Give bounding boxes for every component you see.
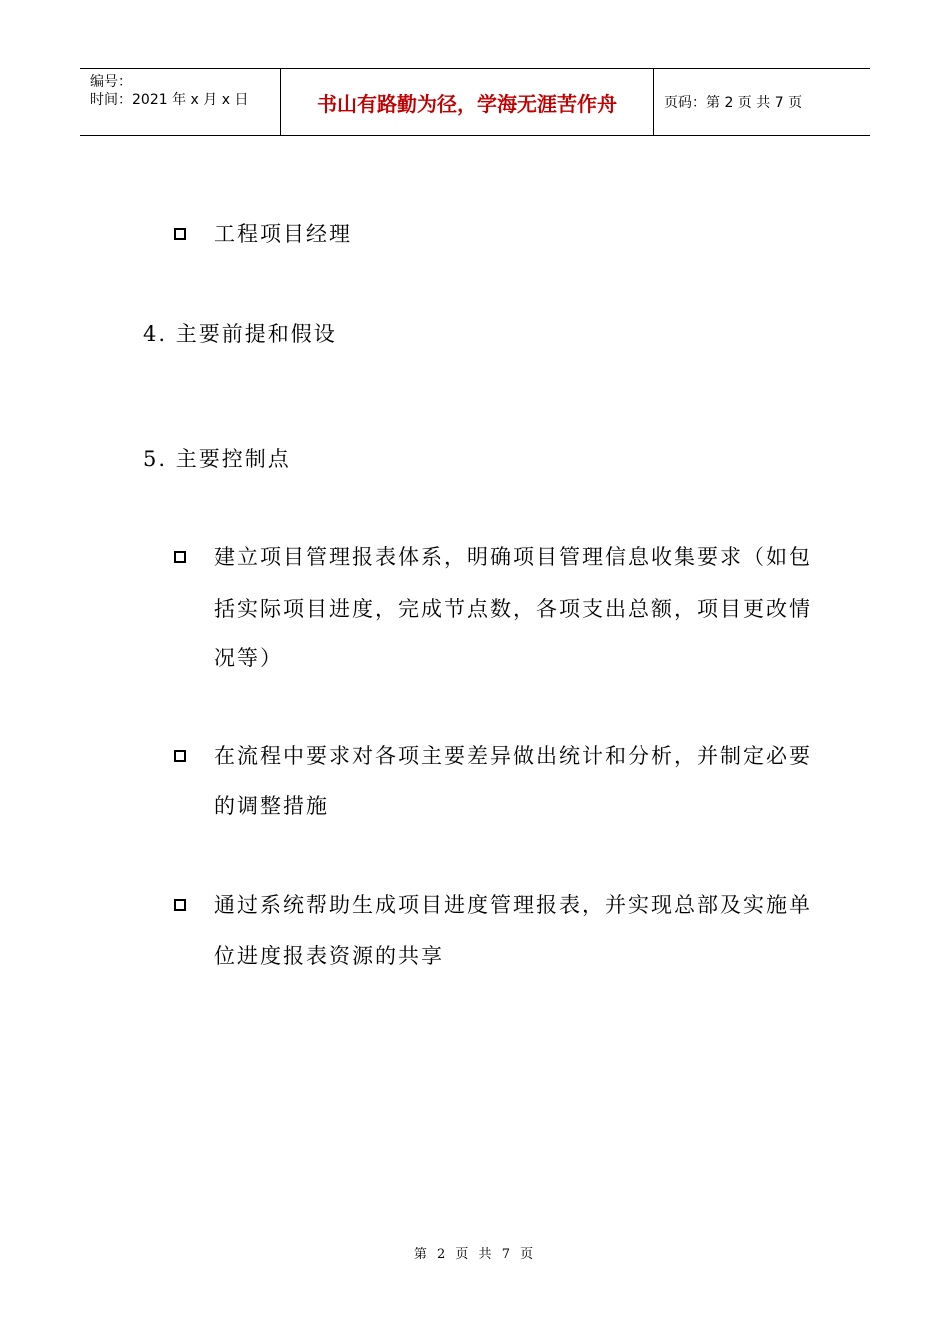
header-motto-cell — [281, 69, 654, 135]
date-line: 时间：2021 年 x 月 x 日 — [90, 92, 249, 108]
page-footer: 第 2 页 共 7 页 — [413, 1247, 537, 1262]
bullet2-line2: 的调整措施 — [214, 794, 329, 818]
bullet1-line2: 括实际项目进度，完成节点数，各项支出总额，项目更改情 — [214, 597, 812, 621]
section-heading-control-points: 5. 主要控制点 — [143, 447, 291, 471]
page-header — [80, 68, 870, 136]
section-heading-assumptions: 4. 主要前提和假设 — [143, 322, 337, 346]
checkbox-icon — [174, 899, 186, 911]
header-page-info: 页码：第 2 页 共 7 页 — [664, 95, 803, 111]
checkbox-icon — [174, 750, 186, 762]
bullet3-line2: 位进度报表资源的共享 — [214, 944, 444, 968]
header-page-cell — [654, 69, 870, 135]
list-item-project-manager: 工程项目经理 — [214, 222, 352, 246]
checkbox-icon — [174, 228, 186, 240]
bullet2-line1: 在流程中要求对各项主要差异做出统计和分析，并制定必要 — [214, 744, 812, 768]
number-label: 编号： — [90, 74, 132, 90]
checkbox-icon — [174, 551, 186, 563]
bullet1-line1: 建立项目管理报表体系，明确项目管理信息收集要求（如包 — [214, 545, 812, 569]
header-left-cell — [80, 69, 281, 135]
bullet3-line1: 通过系统帮助生成项目进度管理报表，并实现总部及实施单 — [214, 893, 812, 917]
bullet1-line3: 况等） — [214, 646, 283, 670]
header-motto: 书山有路勤为径，学海无涯苦作舟 — [317, 92, 617, 116]
